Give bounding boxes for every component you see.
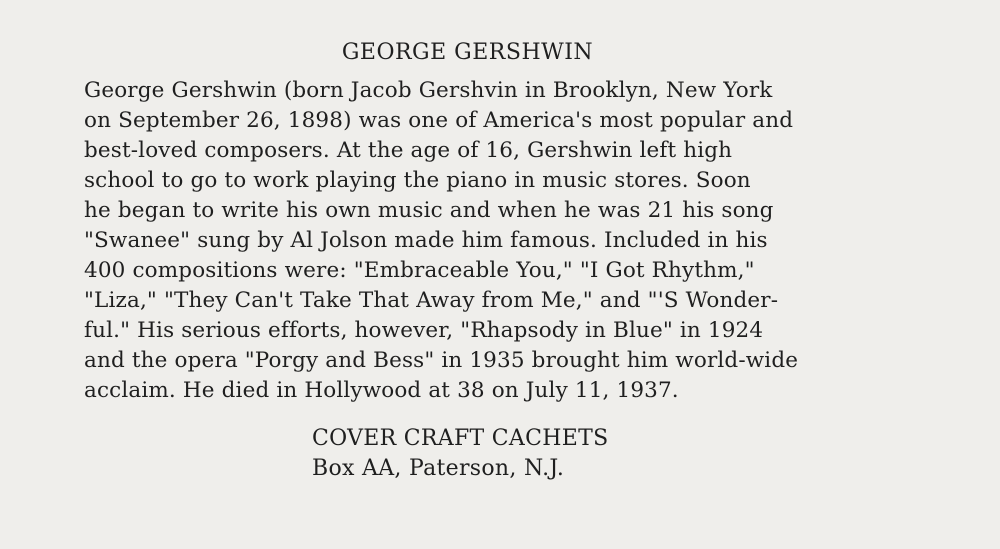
body-line: on September 26, 1898) was one of America's most popular and [84,108,794,133]
body-line: "Swanee" sung by Al Jolson made him famous. Included in his [84,228,768,253]
body-line: "Liza," "They Can't Take That Away from Me," and "'S Wonder- [84,288,779,313]
body-line: acclaim. He died in Hollywood at 38 on July 11, 1937. [84,378,679,403]
body-line: 400 compositions were: "Embraceable You," "I Got Rhythm," [84,258,755,283]
body-line: ful." His serious efforts, however, "Rhapsody in Blue" in 1924 [84,318,764,343]
body-line: school to go to work playing the piano in music stores. Soon [84,168,751,193]
body-line: and the opera "Porgy and Bess" in 1935 brought him world-wide [84,348,799,373]
publisher-name: COVER CRAFT CACHETS [312,426,609,451]
body-line: best-loved composers. At the age of 16, Gershwin left high [84,138,733,163]
biography-text [84,76,944,406]
body-line: George Gershwin (born Jacob Gershvin in Brooklyn, New York [84,78,773,103]
publisher-address: Box AA, Paterson, N.J. [312,456,565,481]
publisher-footer [312,424,608,484]
body-line: he began to write his own music and when he was 21 his song [84,198,774,223]
card-title: GEORGE GERSHWIN [341,40,594,65]
